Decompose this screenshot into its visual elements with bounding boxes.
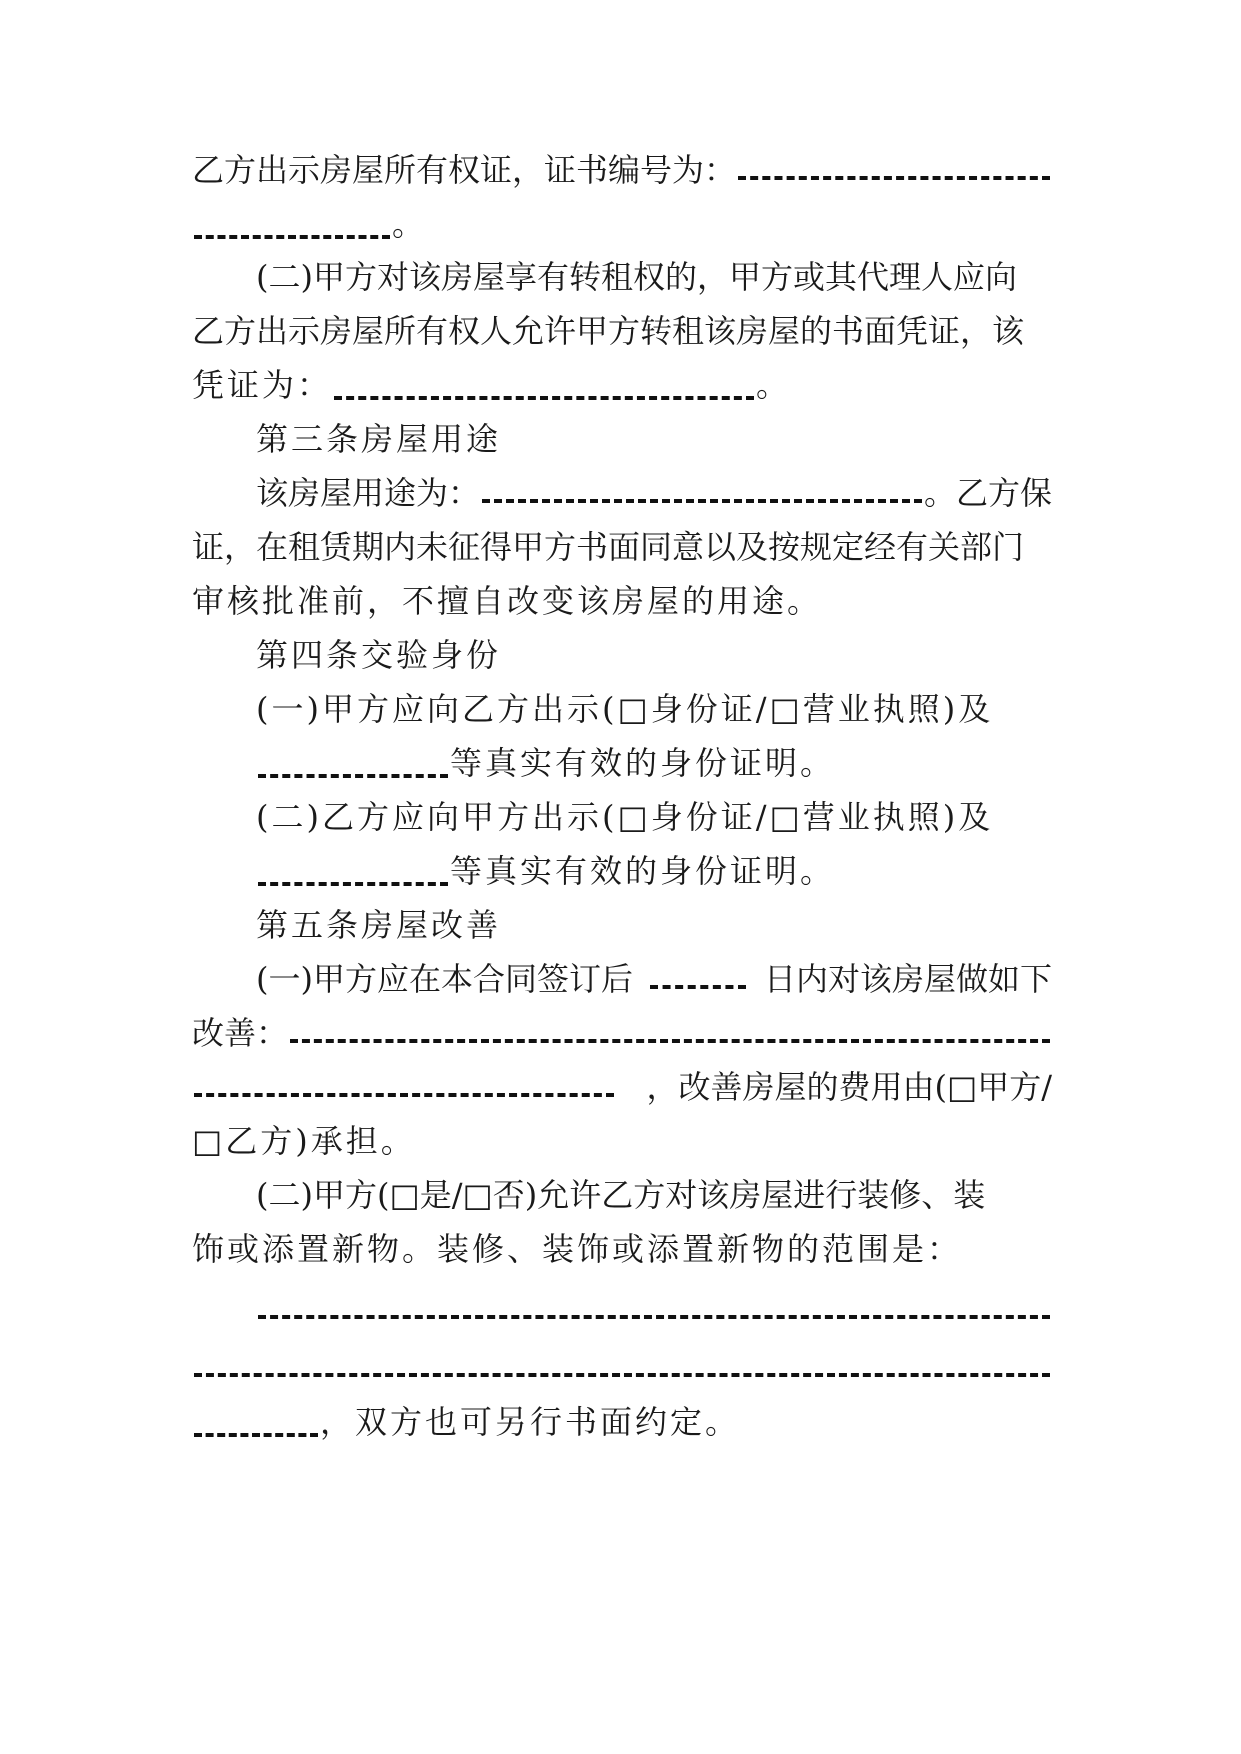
text-improvement-cost: ，改善房屋的费用由(□甲方/ — [646, 1068, 1052, 1106]
paragraph-line — [192, 307, 1052, 355]
text-improvement-days-suffix: 日内对该房屋做如下 — [763, 960, 1052, 998]
section-heading — [256, 631, 1052, 679]
paragraph-line — [256, 469, 1052, 517]
paragraph-line — [192, 1343, 1052, 1391]
section-heading — [256, 415, 1052, 463]
blank-improvement[interactable] — [290, 1009, 1050, 1043]
blank-party-a-id[interactable] — [258, 744, 448, 778]
paragraph-line — [192, 577, 1052, 625]
blank-days[interactable] — [650, 955, 746, 989]
text-party-a-id: (一)甲方应向乙方出示(□身份证/□营业执照)及 — [256, 690, 994, 728]
text-party-b-id: (二)乙方应向甲方出示(□身份证/□营业执照)及 — [256, 798, 994, 836]
text-no-change-usage: 审核批准前，不擅自改变该房屋的用途。 — [192, 582, 823, 620]
paragraph-line — [256, 685, 1052, 733]
text-decoration-permission: (二)甲方(□是/□否)允许乙方对该房屋进行装修、装 — [256, 1176, 986, 1214]
blank-party-b-id[interactable] — [258, 852, 448, 886]
paragraph-line — [256, 1171, 1052, 1219]
paragraph-line — [256, 847, 1052, 895]
paragraph-line — [192, 146, 1052, 194]
text-period: 。 — [756, 366, 792, 404]
text-valid-id: 等真实有效的身份证明。 — [450, 744, 836, 782]
text-proof-label: 凭证为： — [192, 366, 333, 404]
paragraph-line — [192, 200, 1052, 248]
paragraph-line — [192, 361, 1052, 409]
blank-certificate-number[interactable] — [738, 146, 1050, 180]
text-party-b-guarantee: 。乙方保 — [923, 474, 1052, 512]
text-written-agreement: ，双方也可另行书面约定。 — [320, 1403, 741, 1441]
text-period: 。 — [392, 205, 428, 243]
paragraph-line — [256, 955, 1052, 1003]
heading-article-3: 第三条房屋用途 — [256, 420, 502, 458]
paragraph-line — [256, 253, 1052, 301]
blank-decoration-scope-end[interactable] — [194, 1403, 318, 1437]
text-cost-bearer: □乙方)承担。 — [192, 1122, 416, 1160]
blank-proof[interactable] — [334, 366, 754, 400]
paragraph-line — [192, 1063, 1052, 1111]
blank-certificate-number-cont[interactable] — [194, 205, 390, 239]
paragraph-line — [192, 1398, 1052, 1446]
text-decoration-scope: 饰或添置新物。装修、装饰或添置新物的范围是： — [192, 1230, 963, 1268]
blank-improvement-cont[interactable] — [194, 1063, 614, 1097]
text-sublease-right: (二)甲方对该房屋享有转租权的，甲方或其代理人应向 — [256, 258, 1017, 296]
text-improvement-label: 改善： — [192, 1014, 289, 1052]
paragraph-line — [192, 523, 1052, 571]
blank-decoration-scope-cont[interactable] — [194, 1343, 1050, 1377]
blank-decoration-scope[interactable] — [258, 1285, 1050, 1319]
paragraph-line — [256, 1285, 1052, 1333]
section-heading — [256, 901, 1052, 949]
blank-usage[interactable] — [482, 469, 922, 503]
paragraph-line — [192, 1225, 1052, 1273]
heading-article-4: 第四条交验身份 — [256, 636, 502, 674]
paragraph-line — [192, 1117, 1052, 1165]
text-improvement-days-label: (一)甲方应在本合同签订后 — [256, 960, 633, 998]
paragraph-line — [256, 739, 1052, 787]
text-valid-id: 等真实有效的身份证明。 — [450, 852, 836, 890]
text-lease-period-consent: 证，在租赁期内未征得甲方书面同意以及按规定经有关部门 — [192, 528, 1025, 566]
text-certificate-number-label: 乙方出示房屋所有权证，证书编号为： — [192, 151, 737, 189]
text-sublease-proof: 乙方出示房屋所有权人允许甲方转租该房屋的书面凭证，该 — [192, 312, 1025, 350]
paragraph-line — [256, 793, 1052, 841]
paragraph-line — [192, 1009, 1052, 1057]
heading-article-5: 第五条房屋改善 — [256, 906, 502, 944]
text-usage-label: 该房屋用途为： — [256, 474, 481, 512]
